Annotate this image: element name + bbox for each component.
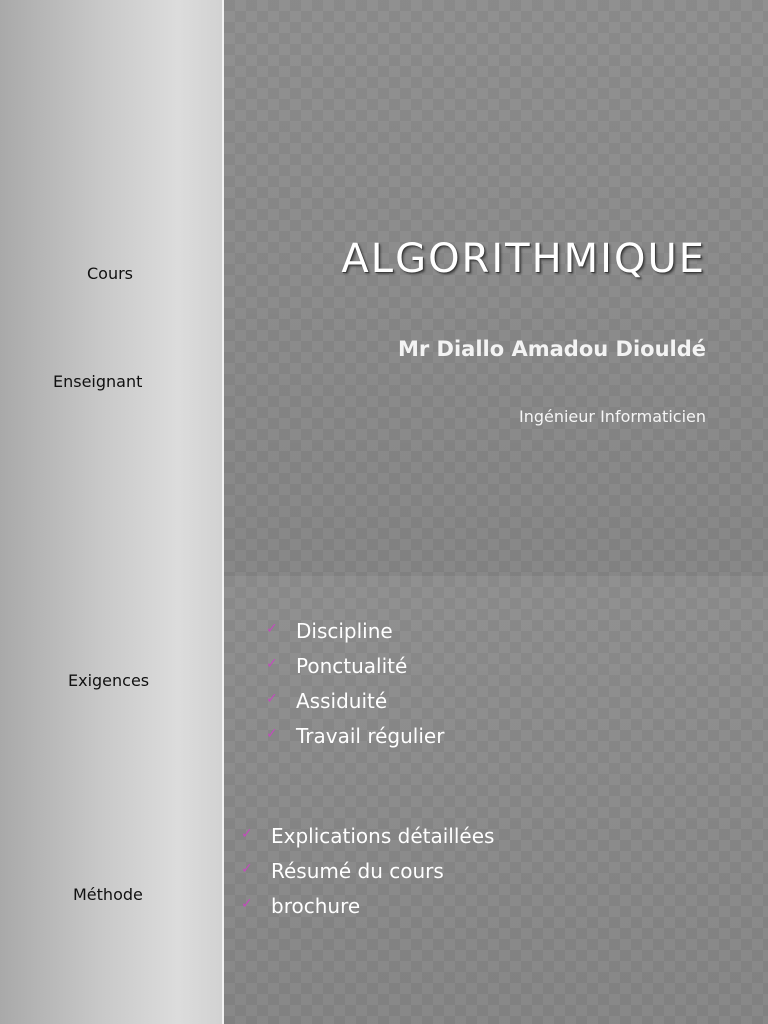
sidebar — [0, 576, 224, 1024]
check-icon: ✓ — [266, 691, 278, 707]
title-area — [224, 0, 768, 576]
list-item — [266, 651, 444, 686]
course-label: Cours — [87, 264, 134, 283]
list-item — [241, 891, 494, 926]
course-title: ALGORITHMIQUE — [341, 236, 706, 282]
list-item — [241, 856, 494, 891]
method-text: Résumé du cours — [271, 859, 444, 883]
requirement-text: Discipline — [296, 619, 393, 643]
method-text: brochure — [271, 894, 361, 918]
list-item — [266, 686, 444, 721]
teacher-label: Enseignant — [53, 372, 143, 391]
requirement-text: Ponctualité — [296, 654, 408, 678]
content-area — [224, 576, 768, 1024]
teacher-role: Ingénieur Informaticien — [518, 407, 706, 426]
requirements-list — [266, 616, 444, 756]
requirement-text: Travail régulier — [296, 724, 445, 748]
method-text: Explications détaillées — [271, 824, 495, 848]
methods-list — [241, 821, 494, 926]
slide-details — [0, 576, 768, 1024]
check-icon: ✓ — [266, 726, 278, 742]
check-icon: ✓ — [241, 896, 253, 912]
check-icon: ✓ — [266, 621, 278, 637]
method-label: Méthode — [73, 885, 143, 904]
list-item — [241, 821, 494, 856]
requirement-text: Assiduité — [296, 689, 388, 713]
list-item — [266, 616, 444, 651]
teacher-name: Mr Diallo Amadou Diouldé — [397, 337, 706, 361]
check-icon: ✓ — [266, 656, 278, 672]
check-icon: ✓ — [241, 826, 253, 842]
check-icon: ✓ — [241, 861, 253, 877]
requirements-label: Exigences — [68, 671, 150, 690]
list-item — [266, 721, 444, 756]
sidebar — [0, 0, 224, 576]
